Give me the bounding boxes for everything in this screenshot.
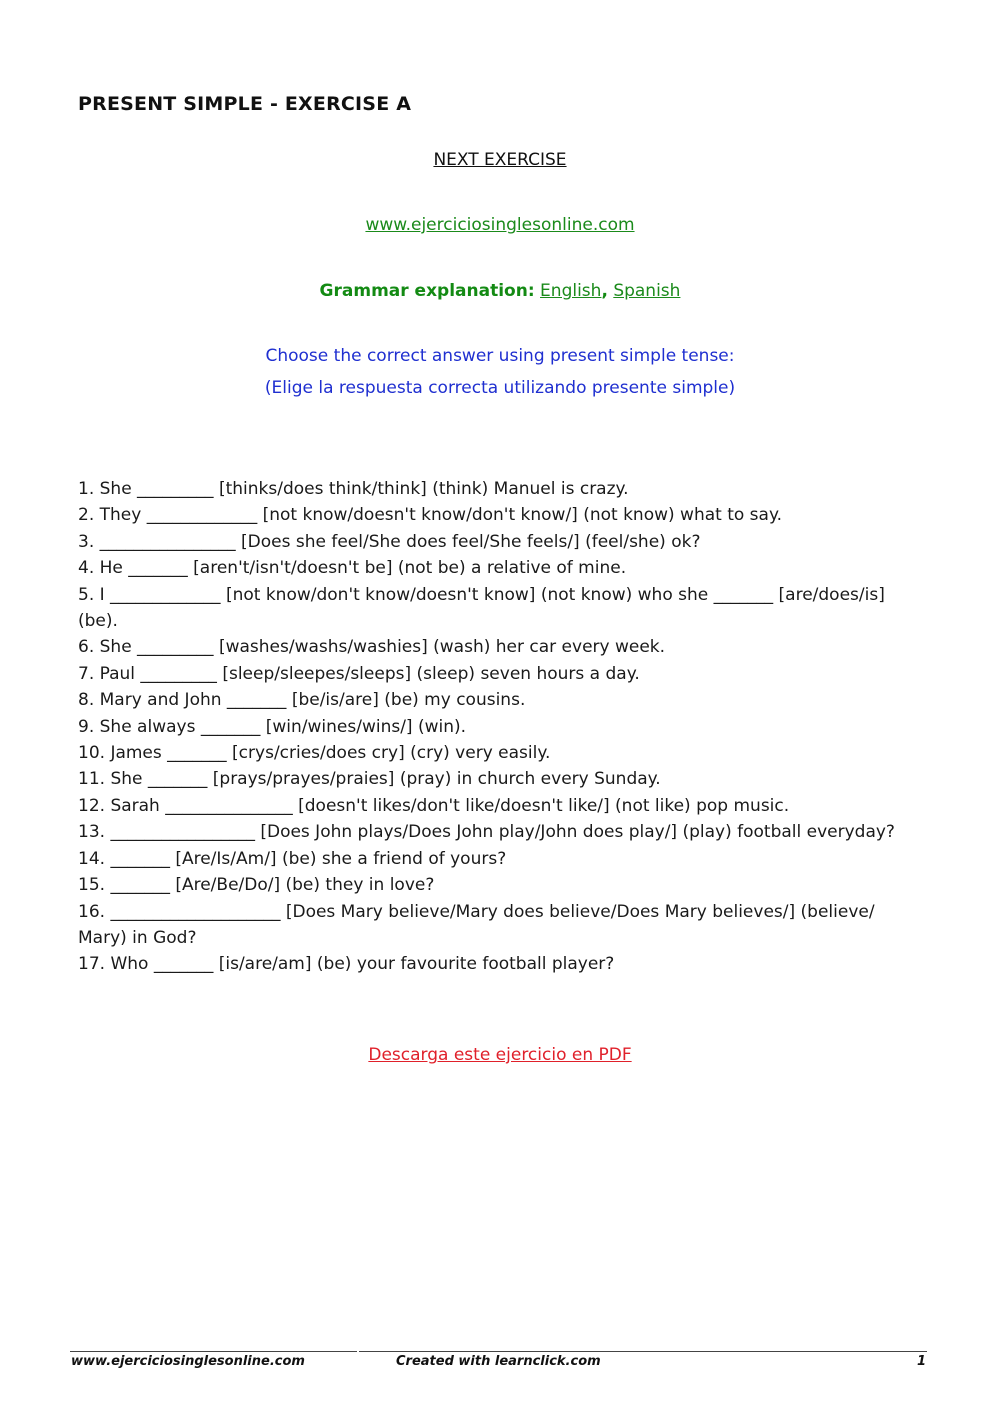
question-item: 15. _______ [Are/Be/Do/] (be) they in love? — [78, 875, 435, 896]
question-list — [78, 476, 923, 978]
question-item: 12. Sarah _______________ [doesn't likes/don't like/doesn't like/] (not like) pop music. — [78, 795, 790, 816]
question-item: 17. Who _______ [is/are/am] (be) your favourite football player? — [78, 954, 615, 975]
question-item: 10. James _______ [crys/cries/does cry] (cry) very easily. — [78, 743, 551, 764]
next-exercise-link[interactable]: NEXT EXERCISE — [433, 150, 567, 170]
grammar-english-link[interactable]: English — [540, 281, 602, 301]
instruction-spanish: (Elige la respuesta correcta utilizando presente simple) — [264, 378, 736, 398]
footer-page-number: 1 — [917, 1354, 927, 1369]
question-item: 8. Mary and John _______ [be/is/are] (be) my cousins. — [78, 690, 526, 711]
question-item: 16. ____________________ [Does Mary believe/Mary does believe/Does Mary believes/] (believe/ Mary) in God? — [78, 901, 875, 948]
page-title: PRESENT SIMPLE - EXERCISE A — [78, 93, 412, 115]
grammar-spanish-link[interactable]: Spanish — [613, 281, 681, 301]
question-item: 3. ________________ [Does she feel/She does feel/She feels/] (feel/she) ok? — [78, 531, 701, 552]
grammar-label: Grammar explanation: — [319, 281, 535, 301]
question-item: 9. She always _______ [win/wines/wins/] (win). — [78, 716, 467, 737]
instruction-english: Choose the correct answer using present simple tense: — [265, 346, 735, 366]
question-item: 2. They _____________ [not know/doesn't know/don't know/] (not know) what to say. — [78, 505, 782, 526]
question-item: 13. _________________ [Does John plays/Does John play/John does play/] (play) football everyday? — [78, 822, 895, 843]
question-item: 4. He _______ [aren't/isn't/doesn't be] (not be) a relative of mine. — [78, 558, 627, 579]
question-item: 11. She _______ [prays/prayes/praies] (pray) in church every Sunday. — [78, 769, 661, 790]
grammar-comma: , — [601, 281, 608, 301]
question-item: 7. Paul _________ [sleep/sleepes/sleeps] (sleep) seven hours a day. — [78, 663, 640, 684]
grammar-explanation — [0, 281, 1000, 301]
question-item: 6. She _________ [washes/washs/washies] (wash) her car every week. — [78, 637, 666, 658]
footer-site: www.ejerciciosinglesonline.com — [71, 1354, 305, 1369]
question-item: 1. She _________ [thinks/does think/think] (think) Manuel is crazy. — [78, 479, 629, 499]
footer-credit: Created with learnclick.com — [396, 1354, 601, 1369]
download-pdf-link[interactable]: Descarga este ejercicio en PDF — [368, 1045, 632, 1065]
footer-divider-left — [70, 1351, 357, 1352]
question-item: 5. I _____________ [not know/don't know/doesn't know] (not know) who she _______ [are/does/is] (be). — [78, 584, 885, 632]
question-item: 14. _______ [Are/Is/Am/] (be) she a friend of yours? — [78, 848, 507, 869]
footer-divider-right — [359, 1351, 927, 1352]
site-link[interactable]: www.ejerciciosinglesonline.com — [365, 215, 635, 235]
